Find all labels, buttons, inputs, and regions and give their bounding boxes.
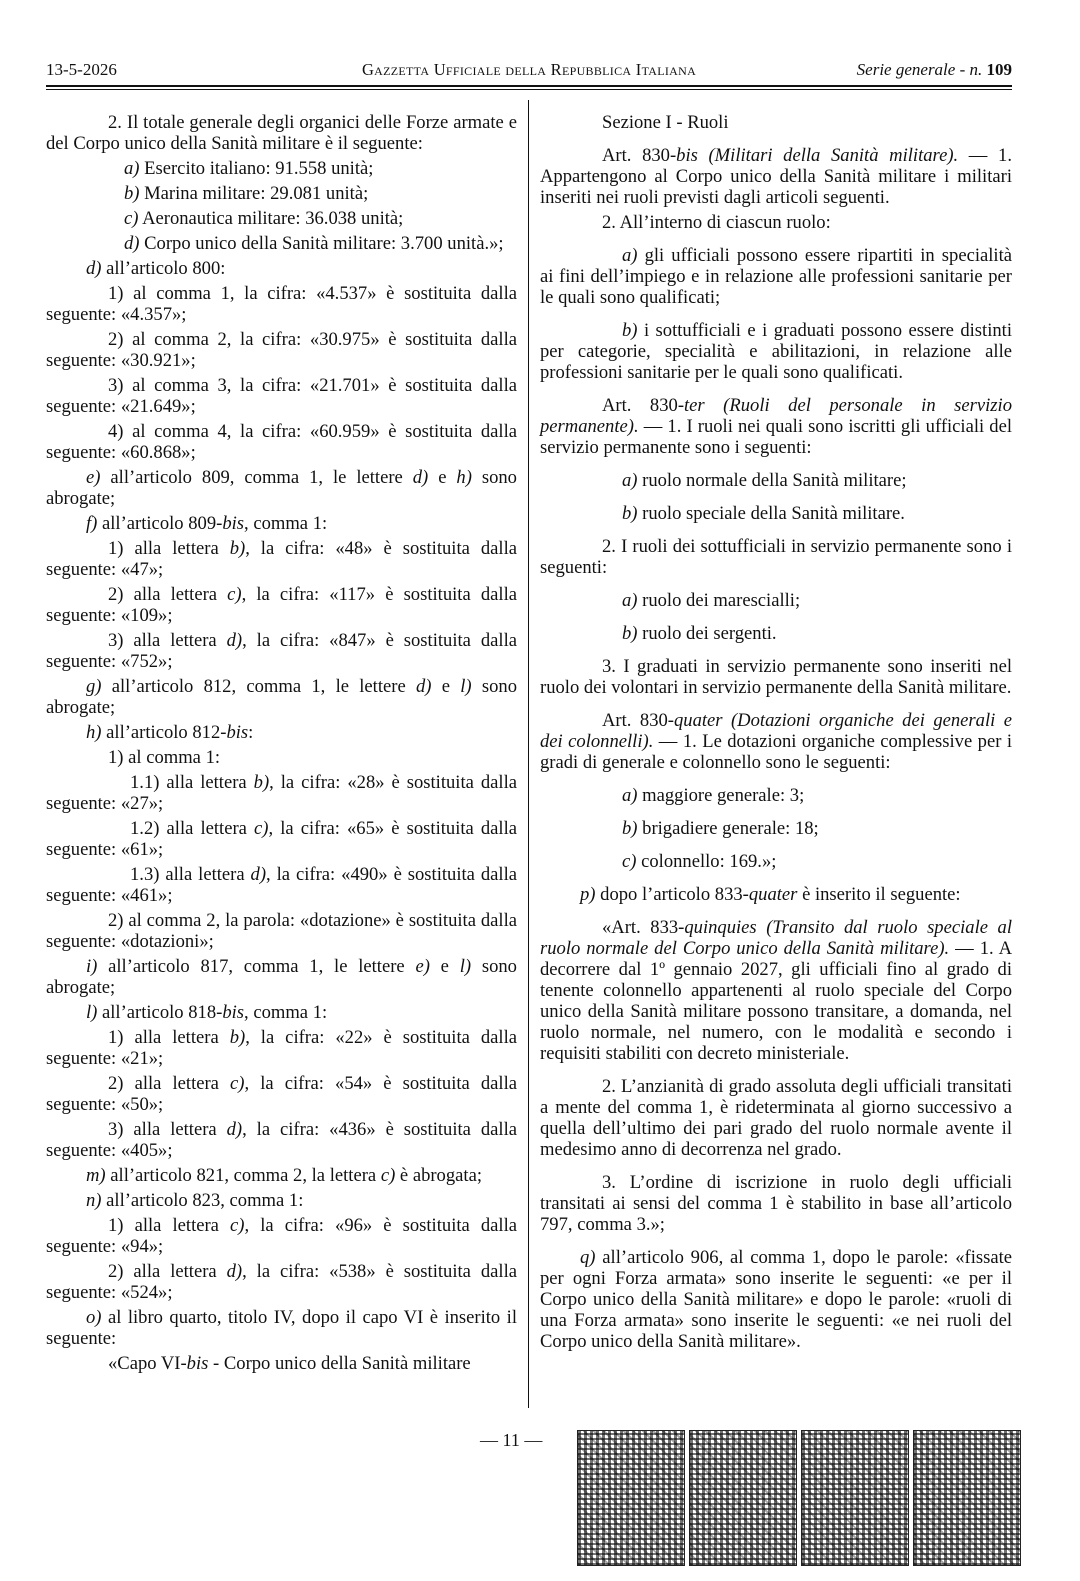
list-item: 2) al comma 2, la cifra: «30.975» è sostituita dalla seguente: «30.921»; — [46, 329, 517, 371]
page-number: — 11 — — [480, 1430, 543, 1450]
list-item: 3) alla lettera d), la cifra: «847» è sostituita dalla seguente: «752»; — [46, 630, 517, 672]
list-item: b) ruolo speciale della Sanità militare. — [622, 503, 905, 524]
column-divider — [528, 100, 529, 1408]
list-item: b) i sottufficiali e i graduati possono essere distinti per categorie, specialità e abilitazioni, in relazione alle professioni sanitarie per le quali sono qualificati. — [540, 320, 1012, 383]
list-item: 3) al comma 3, la cifra: «21.701» è sostituita dalla seguente: «21.649»; — [46, 375, 517, 417]
paragraph: 3. I graduati in servizio permanente sono inseriti nel ruolo dei volontari in servizio permanente della Sanità militare. — [540, 656, 1012, 698]
list-item: p) dopo l’articolo 833-quater è inserito il seguente: — [580, 884, 961, 905]
list-item: 1.3) alla lettera d), la cifra: «490» è sostituita dalla seguente: «461»; — [46, 864, 517, 906]
page-header — [46, 58, 1012, 82]
serie-label: Serie generale - n. 109 — [856, 60, 1012, 79]
list-item: 2) al comma 2, la parola: «dotazione» è sostituita dalla seguente: «dotazioni»; — [46, 910, 517, 952]
list-item: n) all’articolo 823, comma 1: — [86, 1190, 304, 1211]
list-item: 2) alla lettera c), la cifra: «117» è sostituita dalla seguente: «109»; — [46, 584, 517, 626]
list-item: 1) alla lettera c), la cifra: «96» è sostituita dalla seguente: «94»; — [46, 1215, 517, 1257]
list-item: l) all’articolo 818-bis, comma 1: — [86, 1002, 328, 1023]
list-item: a) Esercito italiano: 91.558 unità; — [124, 158, 374, 179]
article-830-quater: Art. 830-quater (Dotazioni organiche dei generali e dei colonnelli). — 1. Le dotazioni organiche complessive per i gradi di generale e colonnello sono le seguenti: — [540, 710, 1012, 773]
list-item: m) all’articolo 821, comma 2, la lettera c) è abrogata; — [86, 1165, 482, 1186]
list-item: b) ruolo dei sergenti. — [622, 623, 777, 644]
list-item: e) all’articolo 809, comma 1, le lettere d) e h) sono abrogate; — [46, 467, 517, 509]
list-item: 1) al comma 1: — [108, 747, 221, 768]
list-item: b) Marina militare: 29.081 unità; — [124, 183, 369, 204]
issue-number: 109 — [986, 60, 1012, 79]
gazette-title: Gazzetta Ufficiale della Repubblica Italiana — [361, 60, 697, 79]
paragraph: 2. I ruoli dei sottufficiali in servizio permanente sono i seguenti: — [540, 536, 1012, 578]
issue-date: 13-5-2026 — [46, 60, 117, 79]
section-heading: Sezione I - Ruoli — [602, 112, 729, 133]
list-item: a) ruolo normale della Sanità militare; — [622, 470, 907, 491]
list-item: 2) alla lettera c), la cifra: «54» è sostituita dalla seguente: «50»; — [46, 1073, 517, 1115]
paragraph: 3. L’ordine di iscrizione in ruolo degli ufficiali transitati ai sensi del comma 1 è stabilito in base all’articolo 797, comma 3.»; — [540, 1172, 1012, 1235]
list-item: i) all’articolo 817, comma 1, le lettere e) e l) sono abrogate; — [46, 956, 517, 998]
article-830-ter: Art. 830-ter (Ruoli del personale in servizio permanente). — 1. I ruoli nei quali sono iscritti gli ufficiali del servizio permanente sono i seguenti: — [540, 395, 1012, 458]
list-item: 1) alla lettera b), la cifra: «22» è sostituita dalla seguente: «21»; — [46, 1027, 517, 1069]
list-item: 1.2) alla lettera c), la cifra: «65» è sostituita dalla seguente: «61»; — [46, 818, 518, 860]
left-column — [46, 112, 517, 1378]
list-item: d) Corpo unico della Sanità militare: 3.700 unità.»; — [124, 233, 504, 254]
list-item: h) all’articolo 812-bis: — [86, 722, 254, 743]
article-830-bis: Art. 830-bis (Militari della Sanità militare). — 1. Appartengono al Corpo unico della Sanità militare i militari inseriti nei ruoli previsti dagli articoli seguenti. — [540, 145, 1012, 208]
list-item: a) gli ufficiali possono essere ripartiti in specialità ai fini dell’impiego e in relazione alle professioni sanitarie per le quali sono qualificati; — [540, 245, 1012, 308]
paragraph: 2. L’anzianità di grado assoluta degli ufficiali transitati a mente del comma 1, è rideterminata al giorno successivo a quella dell’ultimo dei pari grado del ruolo normale avente il medesimo anno di decorrenza nel grado. — [540, 1076, 1012, 1160]
list-item: 3) alla lettera d), la cifra: «436» è sostituita dalla seguente: «405»; — [46, 1119, 517, 1161]
list-item: q) all’articolo 906, al comma 1, dopo le parole: «fissate per ogni Forza armata» sono inserite le seguenti: «e per il Corpo unico della Sanità militare» e dopo le parole: «ruoli di una Forza armata» sono inserite le seguenti: «e nei ruoli del Corpo unico della Sanità militare». — [540, 1247, 1012, 1352]
right-column — [540, 112, 1012, 1356]
list-item: b) brigadiere generale: 18; — [622, 818, 819, 839]
list-item: f) all’articolo 809-bis, comma 1: — [86, 513, 328, 534]
list-item: o) al libro quarto, titolo IV, dopo il capo VI è inserito il seguente: — [46, 1307, 517, 1349]
list-item: a) ruolo dei marescialli; — [622, 590, 801, 611]
qr-code-2 — [689, 1430, 797, 1566]
list-item: g) all’articolo 812, comma 1, le lettere d) e l) sono abrogate; — [46, 676, 517, 718]
list-item: d) all’articolo 800: — [86, 258, 226, 279]
list-item: c) Aeronautica militare: 36.038 unità; — [124, 208, 404, 229]
article-833-quinquies: «Art. 833-quinquies (Transito dal ruolo speciale al ruolo normale del Corpo unico della Sanità militare). — 1. A decorrere dal 1º gennaio 2027, gli ufficiali fino al grado di tenente colonnello appartenenti al ruolo speciale del Corpo unico della Sanità militare possono transitare, a domanda, nel ruolo normale, nel numero, con le modalità e secondo i requisiti stabiliti con decreto ministeriale. — [540, 917, 1012, 1064]
qr-code-3 — [801, 1430, 909, 1566]
qr-code-1 — [577, 1430, 685, 1566]
list-item: c) colonnello: 169.»; — [622, 851, 777, 872]
list-item: 4) al comma 4, la cifra: «60.959» è sostituita dalla seguente: «60.868»; — [46, 421, 517, 463]
list-item: 1.1) alla lettera b), la cifra: «28» è sostituita dalla seguente: «27»; — [46, 772, 517, 814]
list-item: 1) alla lettera b), la cifra: «48» è sostituita dalla seguente: «47»; — [46, 538, 517, 580]
chapter-heading: «Capo VI-bis - Corpo unico della Sanità militare — [108, 1353, 471, 1374]
paragraph: 2. Il totale generale degli organici delle Forze armate e del Corpo unico della Sanità militare è il seguente: — [46, 112, 517, 154]
list-item: a) maggiore generale: 3; — [622, 785, 805, 806]
qr-code-4 — [913, 1430, 1021, 1566]
header-rule — [46, 85, 1012, 87]
header-rule-thin — [46, 89, 1012, 90]
list-item: 2) alla lettera d), la cifra: «538» è sostituita dalla seguente: «524»; — [46, 1261, 517, 1303]
paragraph: 2. All’interno di ciascun ruolo: — [602, 212, 831, 233]
list-item: 1) al comma 1, la cifra: «4.537» è sostituita dalla seguente: «4.357»; — [46, 283, 517, 325]
